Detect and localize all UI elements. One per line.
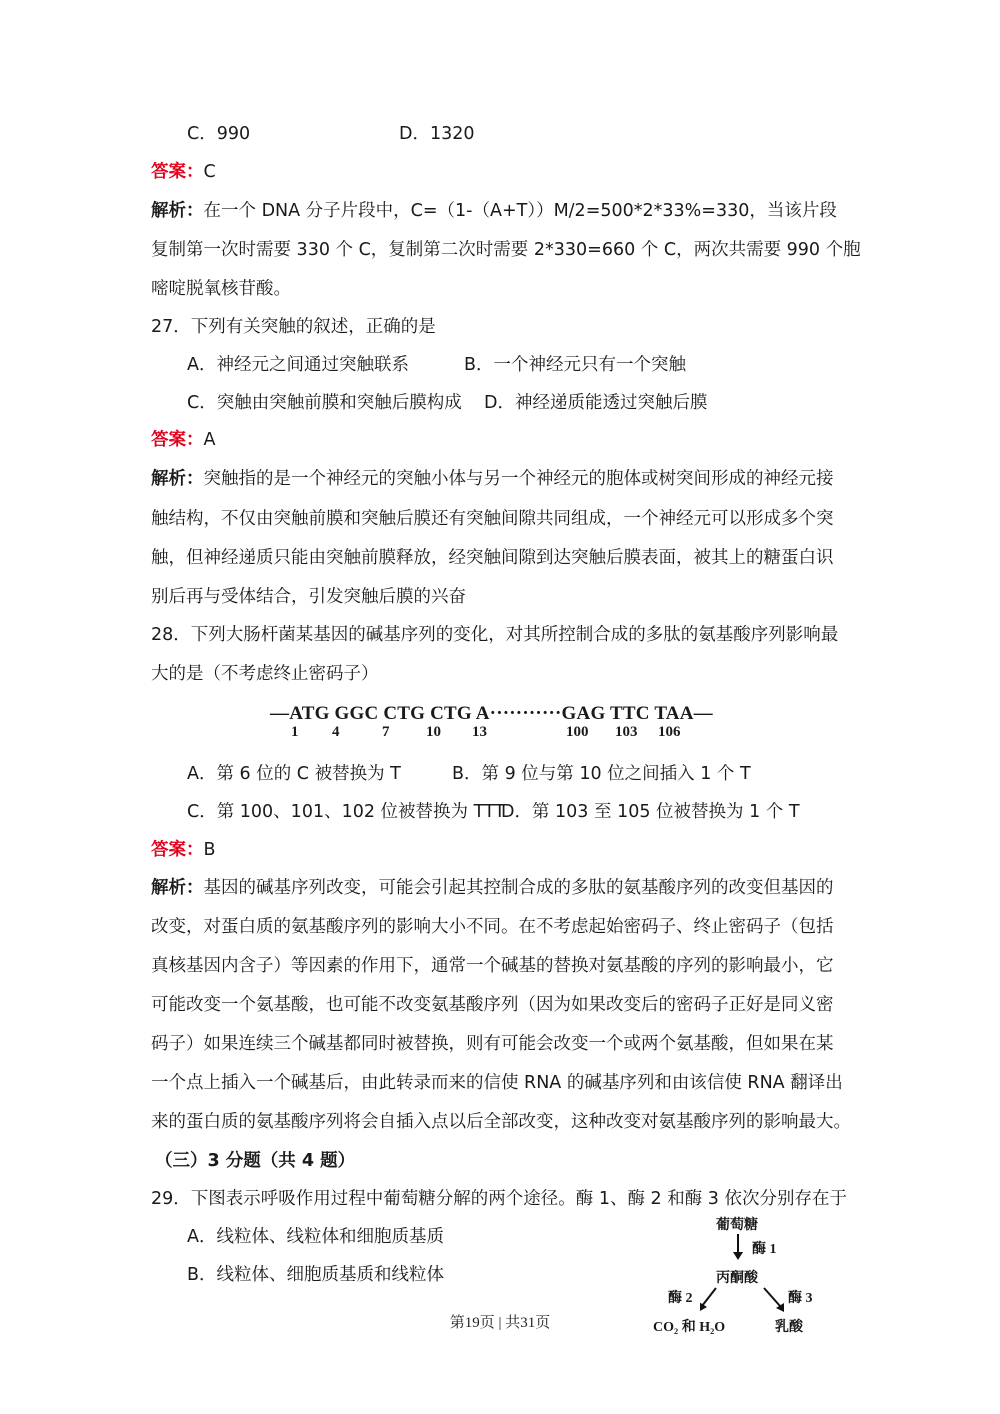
- q26-analysis-line-2: 复制第一次时需要 330 个 C，复制第二次时需要 2*330=660 个 C，两次共需要 990 个胞: [151, 240, 861, 260]
- answer-label: 答案：: [151, 430, 204, 450]
- position-label: 106: [658, 724, 681, 740]
- q26-option-d: D．1320: [399, 124, 475, 144]
- position-label: 100: [566, 724, 589, 740]
- position-label: 7: [382, 724, 390, 740]
- position-label: 13: [472, 724, 487, 740]
- q26-options-row: [187, 122, 475, 146]
- q28-analysis-line-4: 可能改变一个氨基酸，也可能不改变氨基酸序列（因为如果改变后的密码子正好是同义密: [151, 995, 834, 1015]
- q29-option-b: B．线粒体、细胞质基质和线粒体: [187, 1265, 445, 1285]
- q27-answer: [151, 428, 215, 452]
- arrowhead-enzyme1: [733, 1252, 743, 1260]
- q27-analysis-line-1: [151, 467, 834, 491]
- section-heading: （三）3 分题（共 4 题）: [155, 1151, 356, 1171]
- answer-value: A: [203, 430, 216, 450]
- arrow-enzyme2: [702, 1288, 716, 1306]
- q28-option-b: B．第 9 位与第 10 位之间插入 1 个 T: [452, 764, 751, 784]
- q28-option-d: D．第 103 至 105 位被替换为 1 个 T: [501, 802, 800, 822]
- q28-analysis-line-5: 码子）如果连续三个碱基都同时被替换，则有可能会改变一个或两个氨基酸，但如果在某: [151, 1034, 834, 1054]
- q28-option-c: C．第 100、101、102 位被替换为 TTT: [187, 802, 506, 822]
- position-label: 10: [426, 724, 441, 740]
- analysis-label: 解析：: [151, 469, 204, 489]
- glucose-label: 葡萄糖: [716, 1218, 758, 1233]
- q28-option-a: A．第 6 位的 C 被替换为 T: [187, 764, 401, 784]
- arrow-enzyme3: [764, 1288, 780, 1306]
- q27-analysis-line-3: 触，但神经递质只能由突触前膜释放，经突触间隙到达突触后膜表面，被其上的糖蛋白识: [151, 548, 834, 568]
- q26-answer: [151, 160, 216, 184]
- q27-analysis-line-4: 别后再与受体结合，引发突触后膜的兴奋: [151, 587, 466, 607]
- analysis-text: 在一个 DNA 分子片段中，C=（1-（A+T））M/2=500*2*33%=330，当该片段: [203, 201, 837, 221]
- analysis-label: 解析：: [151, 878, 204, 898]
- q28-stem-line-2: 大的是（不考虑终止密码子）: [151, 664, 379, 684]
- co2-h2o-label: CO₂ 和 H₂O: [653, 1320, 726, 1335]
- q28-options-row-2: [187, 800, 800, 824]
- answer-value: C: [203, 162, 216, 182]
- answer-value: B: [203, 840, 216, 860]
- answer-label: 答案：: [151, 840, 204, 860]
- q26-analysis-line-1: [151, 199, 837, 223]
- q29-stem: 29．下图表示呼吸作用过程中葡萄糖分解的两个途径。酶 1、酶 2 和酶 3 依次分别存在于: [151, 1189, 847, 1209]
- q28-analysis-line-6: 一个点上插入一个碱基后，由此转录而来的信使 RNA 的碱基序列和由该信使 RNA 翻译出: [151, 1073, 843, 1093]
- position-label: 103: [615, 724, 638, 740]
- page-footer: 第19页 | 共31页: [449, 1315, 551, 1331]
- q27-options-row-2: [187, 391, 707, 415]
- lactic-acid-label: 乳酸: [775, 1320, 803, 1335]
- q28-stem-line-1: 28．下列大肠杆菌某基因的碱基序列的变化，对其所控制合成的多肽的氨基酸序列影响最: [151, 625, 839, 645]
- q26-option-c: C．990: [187, 124, 251, 144]
- q28-answer: [151, 838, 216, 862]
- q27-option-d: D．神经递质能透过突触后膜: [484, 393, 708, 413]
- q28-options-row-1: [187, 762, 751, 786]
- q27-option-c: C．突触由突触前膜和突触后膜构成: [187, 393, 462, 413]
- q28-analysis-line-2: 改变，对蛋白质的氨基酸序列的影响大小不同。在不考虑起始密码子、终止密码子（包括: [151, 917, 834, 937]
- position-label: 1: [291, 724, 299, 740]
- q28-analysis-line-3: 真核基因内含子）等因素的作用下，通常一个碱基的替换对氨基酸的序列的影响最小，它: [151, 956, 834, 976]
- q27-option-a: A．神经元之间通过突触联系: [187, 355, 409, 375]
- analysis-label: 解析：: [151, 201, 204, 221]
- q27-stem: 27．下列有关突触的叙述，正确的是: [151, 317, 436, 337]
- enzyme1-label: 酶 1: [752, 1242, 777, 1257]
- enzyme2-label: 酶 2: [668, 1291, 693, 1306]
- analysis-text: 基因的碱基序列改变，可能会引起其控制合成的多肽的氨基酸序列的改变但基因的: [203, 878, 834, 898]
- q26-analysis-line-3: 嘧啶脱氧核苷酸。: [151, 279, 291, 299]
- q29-option-a: A．线粒体、线粒体和细胞质基质: [187, 1227, 444, 1247]
- answer-label: 答案：: [151, 162, 204, 182]
- q28-analysis-line-7: 来的蛋白质的氨基酸序列将会自插入点以后全部改变，这种改变对氨基酸序列的影响最大。: [151, 1112, 851, 1132]
- q27-option-b: B．一个神经元只有一个突触: [464, 355, 687, 375]
- q27-options-row-1: [187, 353, 686, 377]
- q28-analysis-line-1: [151, 876, 834, 900]
- gene-sequence: —ATG GGC CTG CTG A···········GAG TTC TAA—: [270, 703, 713, 724]
- enzyme3-label: 酶 3: [788, 1291, 813, 1306]
- analysis-text: 突触指的是一个神经元的突触小体与另一个神经元的胞体或树突间形成的神经元接: [203, 469, 834, 489]
- pyruvate-label: 丙酮酸: [716, 1271, 758, 1286]
- position-label: 4: [332, 724, 340, 740]
- q27-analysis-line-2: 触结构，不仅由突触前膜和突触后膜还有突触间隙共同组成，一个神经元可以形成多个突: [151, 509, 834, 529]
